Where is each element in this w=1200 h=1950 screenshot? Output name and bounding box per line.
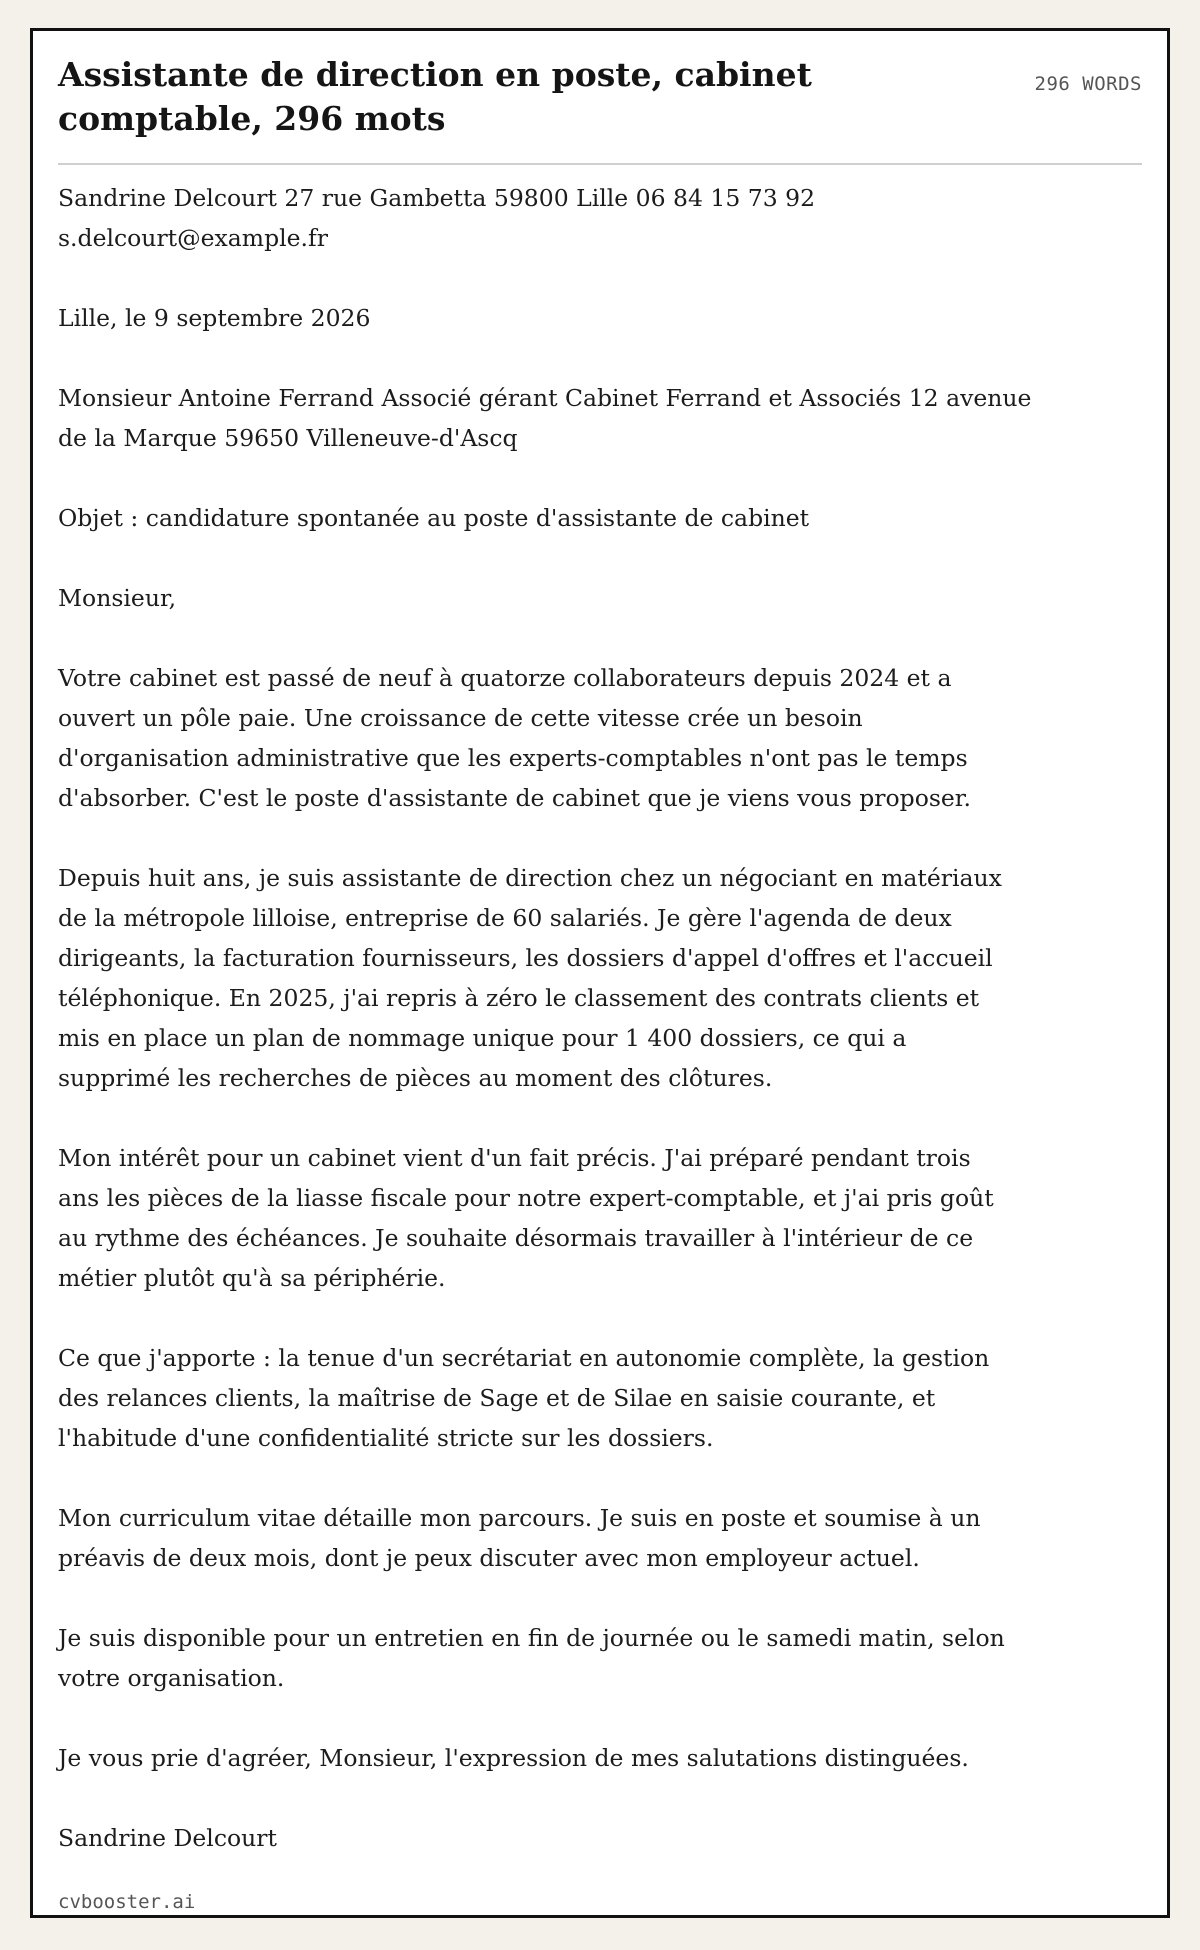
body-paragraph: Votre cabinet est passé de neuf à quatorze collaborateurs depuis 2024 et a ouvert un pôle paie. Une croissance de cette vitesse crée un besoin d'organisation administrative que les experts-comptables n'ont pas le temps d'absorber. C'est le poste d'assistante de cabinet que je viens vous proposer. <box>58 664 971 812</box>
letter-subject: Objet : candidature spontanée au poste d'assistante de cabinet <box>58 504 810 532</box>
document-title: Assistante de direction en poste, cabinet comptable, 296 mots <box>58 55 812 138</box>
recipient-block: Monsieur Antoine Ferrand Associé gérant Cabinet Ferrand et Associés 12 avenue de la Marque 59650 Villeneuve-d'Ascq <box>58 384 1032 452</box>
word-count-badge: 296 WORDS <box>1034 73 1142 95</box>
document-header <box>58 53 1142 165</box>
letter-closing: Je vous prie d'agréer, Monsieur, l'expression de mes salutations distinguées. <box>58 1744 969 1772</box>
body-paragraph: Je suis disponible pour un entretien en fin de journée ou le samedi matin, selon votre organisation. <box>58 1624 1005 1692</box>
letter-date: Lille, le 9 septembre 2026 <box>58 304 371 332</box>
letter-body <box>58 178 1058 1898</box>
letter-card <box>30 28 1170 1918</box>
body-paragraph: Mon curriculum vitae détaille mon parcours. Je suis en poste et soumise à un préavis de deux mois, dont je peux discuter avec mon employeur actuel. <box>58 1504 981 1572</box>
letter-salutation: Monsieur, <box>58 584 177 612</box>
body-paragraph: Ce que j'apporte : la tenue d'un secrétariat en autonomie complète, la gestion des relances clients, la maîtrise de Sage et de Silae en saisie courante, et l'habitude d'une confidentialité stricte sur les dossiers. <box>58 1344 990 1452</box>
letter-signature: Sandrine Delcourt <box>58 1824 277 1852</box>
body-paragraph: Mon intérêt pour un cabinet vient d'un fait précis. J'ai préparé pendant trois ans les pièces de la liasse fiscale pour notre expert-comptable, et j'ai pris goût au rythme des échéances. Je souhaite désormais travailler à l'intérieur de ce métier plutôt qu'à sa périphérie. <box>58 1144 994 1292</box>
footer-brand[interactable]: cvbooster.ai <box>58 1891 196 1913</box>
sender-block: Sandrine Delcourt 27 rue Gambetta 59800 Lille 06 84 15 73 92 s.delcourt@example.fr <box>58 184 816 252</box>
body-paragraph: Depuis huit ans, je suis assistante de direction chez un négociant en matériaux de la métropole lilloise, entreprise de 60 salariés. Je gère l'agenda de deux dirigeants, la facturation fournisseurs, les dossiers d'appel d'offres et l'accueil téléphonique. En 2025, j'ai repris à zéro le classement des contrats clients et mis en place un plan de nommage unique pour 1 400 dossiers, ce qui a supprimé les recherches de pièces au moment des clôtures. <box>58 864 1002 1092</box>
